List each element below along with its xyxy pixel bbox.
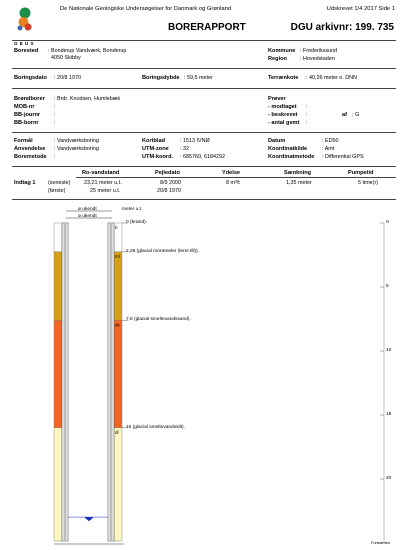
row-first-label: (første) [48,188,66,194]
map-label: Kortblad [142,138,165,144]
region-label: Region [268,56,287,62]
coordsrc-value: : Amt [322,146,335,152]
samples-label: Prøver [268,96,286,102]
map-value: : 1513 IVNØ [180,138,210,144]
af-label: af [342,112,347,118]
footer-continued: Fortsættes [370,540,390,545]
bbjournr-label: BB-journr [14,112,41,118]
layer-code: ds [115,322,120,328]
depth-value: : 59,5 meter [184,75,213,81]
utmzone-label: UTM-zone [142,146,169,152]
row-latest-yield: 8 m³/t [226,180,240,186]
borehole-log [0,205,400,550]
row-latest-water: 23,21 meter u.t. [84,180,122,186]
lithology-left-3 [54,320,62,428]
print-info: Udskrevet 1/4 2017 Side 1 [326,6,395,12]
date-label: Boringsdato [14,75,47,81]
terrain-value: : 40,26 meter o. DNN [306,75,357,81]
casing-label-1: ø ukendt [78,207,97,212]
received-label: - modtaget [268,104,297,110]
driller-value: : Brdr. Knudsen, Humlebæk [54,96,121,102]
described-value: : [306,112,308,118]
count-label: - antal gemt [268,120,300,126]
lithology-left-1 [54,223,62,252]
driller-label: Brøndborer [14,96,45,102]
row-latest-label: (seneste) [48,180,71,186]
org-name: De Nationale Geologiske Undersøgelser for Danmark og Grønland [60,6,232,12]
use-value: : Vandværksboring [54,146,99,152]
coordsrc-label: Koordinatkilde [268,146,308,152]
count-value: : [306,120,308,126]
bbbornr-value: : [54,120,56,126]
described-label: - beskrevet [268,112,298,118]
depth-label: Boringsdybde [142,75,180,81]
lithology-right-3 [114,320,122,428]
page-title: BORERAPPORT [168,22,246,33]
layer-code: ml [115,253,120,259]
header-rovandstand: Ro-vandstand [82,170,120,176]
row-latest-drawdown: 1,35 meter [286,180,312,186]
scale-label: 15 [386,412,392,417]
datum-label: Datum [268,138,286,144]
layer-description: 0 (brønd). [126,220,148,225]
row-first-date: 20/8 1970 [157,188,181,194]
layer-description: 2,25 (glacial moræneler (leret till)). [126,248,200,254]
layer-description: 16 (glacial smeltevandssilt). [126,424,185,430]
mob-value: : [54,104,56,110]
coordmethod-value: : Differential GPS [322,154,364,160]
lithology-right-2 [114,252,122,320]
utmcoord-value: : 685760, 6184292 [180,154,225,160]
lithology-right-4 [114,428,122,541]
received-value: : [306,104,308,110]
casing-label-2: ø ukendt [78,214,97,219]
row-latest-date: 8/9 2000 [160,180,181,186]
bbbornr-label: BB-bornr [14,120,39,126]
boresite-line2: 4050 Skibby [51,55,81,61]
lithology-left-2 [54,252,62,320]
date-value: : 20/8 1970 [54,75,81,81]
row-latest-pumptime: 5 time(r) [358,180,379,186]
formal-value: : Vandværksboring [54,138,99,144]
intake-label: Indtag 1 [14,180,36,186]
archive-number: DGU arkivnr: 199. 735 [290,22,394,33]
header-saenkning: Sænkning [284,170,312,176]
datum-value: : ED50 [322,138,339,144]
scale-label: 10 [386,348,392,353]
utmzone-value: : 32 [180,146,189,152]
kommune-label: Kommune [268,48,296,54]
boresite-label: Borested [14,48,39,54]
terrain-label: Terrænkote [268,75,299,81]
meter-label: meter u.t. [122,207,143,212]
scale-label: 5 [386,284,389,289]
header-pumpetid: Pumpetid [348,170,374,176]
region-value: : Hovedstaden [300,56,335,62]
header-ydelse: Ydelse [222,170,241,176]
boresite-value: : Bonderup Vandværk, Bonderup [48,48,127,54]
scale-label: 0 [386,220,389,225]
method-value: : [54,154,56,160]
af-value: : G [352,112,360,118]
use-label: Anvendelse [14,146,46,152]
scale-label: 20 [386,476,392,481]
mob-label: MOB-nr [14,104,35,110]
kommune-value: : Frederikssund [300,48,338,54]
row-first-water: 25 meter u.t. [90,188,121,194]
geus-logo [14,5,36,46]
water-level-marker [84,517,94,521]
method-label: Boremetode [14,154,47,160]
geus-logo-icon [14,5,36,35]
lithology-left-4 [54,428,62,541]
layer-description: 7,6 (glacial smeltevandssand). [126,317,191,323]
logo-text: G E U S [14,41,35,46]
bbjournr-value: : [54,112,56,118]
coordmethod-label: Koordinatmetode [268,154,315,160]
header-pejledato: Pejledato [155,170,180,176]
utmcoord-label: UTM-koord. [142,154,174,160]
layer-code: b [115,225,118,230]
layer-code: dl [115,429,119,435]
formal-label: Formål [14,138,33,144]
